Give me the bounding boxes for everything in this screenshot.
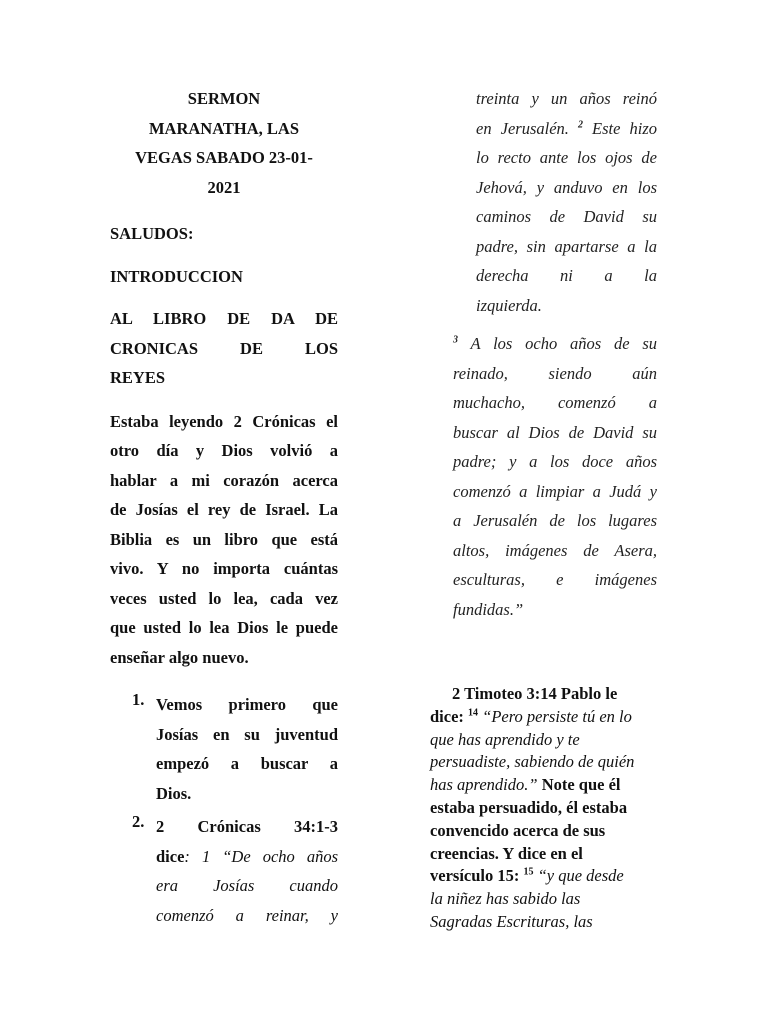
verse-line: comenzó a limpiar a Judá y [453,481,657,501]
text-line [430,706,662,729]
paragraph-line: que usted lo lea Dios le puede [110,618,338,637]
heading-line: REYES [110,368,166,387]
list-number: 1. [132,690,145,709]
verse-line: derecha ni a la [476,266,657,285]
verse-number: 2 [577,119,583,130]
verse-line: Jehová, y anduvo en los [476,177,657,197]
verse-text: A los ocho años de su [458,334,657,353]
text-line: estaba persuadido, él estaba [430,797,628,817]
verse-line: comenzó a reinar, y [156,905,338,925]
heading-line: CRONICAS DE LOS [110,338,338,358]
paragraph-line: otro día y Dios volvió a [110,441,338,460]
verse-line: izquierda. [476,295,542,315]
list-item [110,690,338,808]
text-line: Sagradas Escrituras, las [430,911,593,931]
verse-text: has aprendido.” [430,775,538,795]
right-column-verse-3 [453,329,657,624]
list-line: empezó a buscar a [156,754,338,773]
verse-text: “y que desde [533,866,624,886]
verse-number: 14 [468,707,479,719]
verse-line: altos, imágenes de Asera, [453,540,657,560]
title-line: VEGAS SABADO 23-01- [135,148,313,167]
list-item [110,812,338,930]
paragraph-line: enseñar algo nuevo. [110,647,249,667]
list-line: Josías en su juventud [156,724,338,744]
verse-text: en Jerusalén. [476,118,578,138]
verse-text: : 1 “De ocho años [184,846,338,866]
list-number: 2. [132,812,145,831]
verse-line [476,114,657,144]
paragraph-line: vivo. Y no importa cuántas [110,559,338,578]
text-line: la niñez has sabido las [430,889,581,909]
verse-text: “Pero persiste tú en lo [478,706,632,726]
comment-text: Note que él [537,775,621,795]
heading-line: AL LIBRO DE DA DE [110,309,338,328]
title-line: 2021 [207,177,241,197]
intro-paragraph [110,407,338,673]
verse-line: buscar al Dios de David su [453,422,657,442]
list-line: 2 Crónicas 34:1-3 [156,817,338,836]
text-line: persuadiste, sabiendo de quién [430,752,635,772]
text-line: que has aprendido y te [430,729,580,749]
text-line [430,865,662,888]
verse-line: esculturas, e imágenes [453,570,657,589]
sermon-title [110,84,338,202]
text-line: convencido acerca de sus [430,820,606,840]
dice-label: dice [156,846,185,866]
list-line: Dios. [156,783,192,803]
dice-label: dice: [430,706,469,726]
list-line [156,842,338,872]
verse-number: 3 [453,334,458,346]
right-column-verse-1-2 [476,84,657,320]
right-column-timoteo [430,683,662,934]
verse-number: 15 [523,866,534,878]
verse-line: muchacho, comenzó a [453,393,657,412]
verse-line: treinta y un años reinó [476,89,657,108]
title-line: SERMON [187,89,261,108]
saludos-heading: SALUDOS: [110,224,194,243]
paragraph-line: de Josías el rey de Israel. La [110,500,338,519]
verse-line: reinado, siendo aún [453,363,657,383]
verse-line [453,329,657,359]
verse-line: a Jerusalén de los lugares [453,511,657,530]
verse-line: padre; y a los doce años [453,452,657,471]
text-line: creencias. Y dice en el [430,843,583,863]
text-line [430,774,662,797]
list-line: Vemos primero que [156,695,338,714]
numbered-list [110,690,338,930]
verse-line: lo recto ante los ojos de [476,148,657,167]
paragraph-line: Estaba leyendo 2 Crónicas el [110,411,338,431]
verse-line: fundidas.” [453,599,524,619]
comment-text: versículo 15: [430,866,524,886]
paragraph-line: veces usted lo lea, cada vez [110,588,338,608]
verse-line: padre, sin apartarse a la [476,236,657,256]
reference-line: 2 Timoteo 3:14 Pablo le [452,684,618,703]
libro-heading [110,304,338,393]
paragraph-line: Biblia es un libro que está [110,529,338,549]
verse-line: caminos de David su [476,207,657,226]
verse-text: Este hizo [582,118,657,138]
paragraph-line: hablar a mi corazón acerca [110,470,338,490]
introduccion-heading: INTRODUCCION [110,266,243,286]
left-column [110,84,338,934]
title-line: MARANATHA, LAS [148,118,300,138]
verse-line: era Josías cuando [156,876,338,895]
